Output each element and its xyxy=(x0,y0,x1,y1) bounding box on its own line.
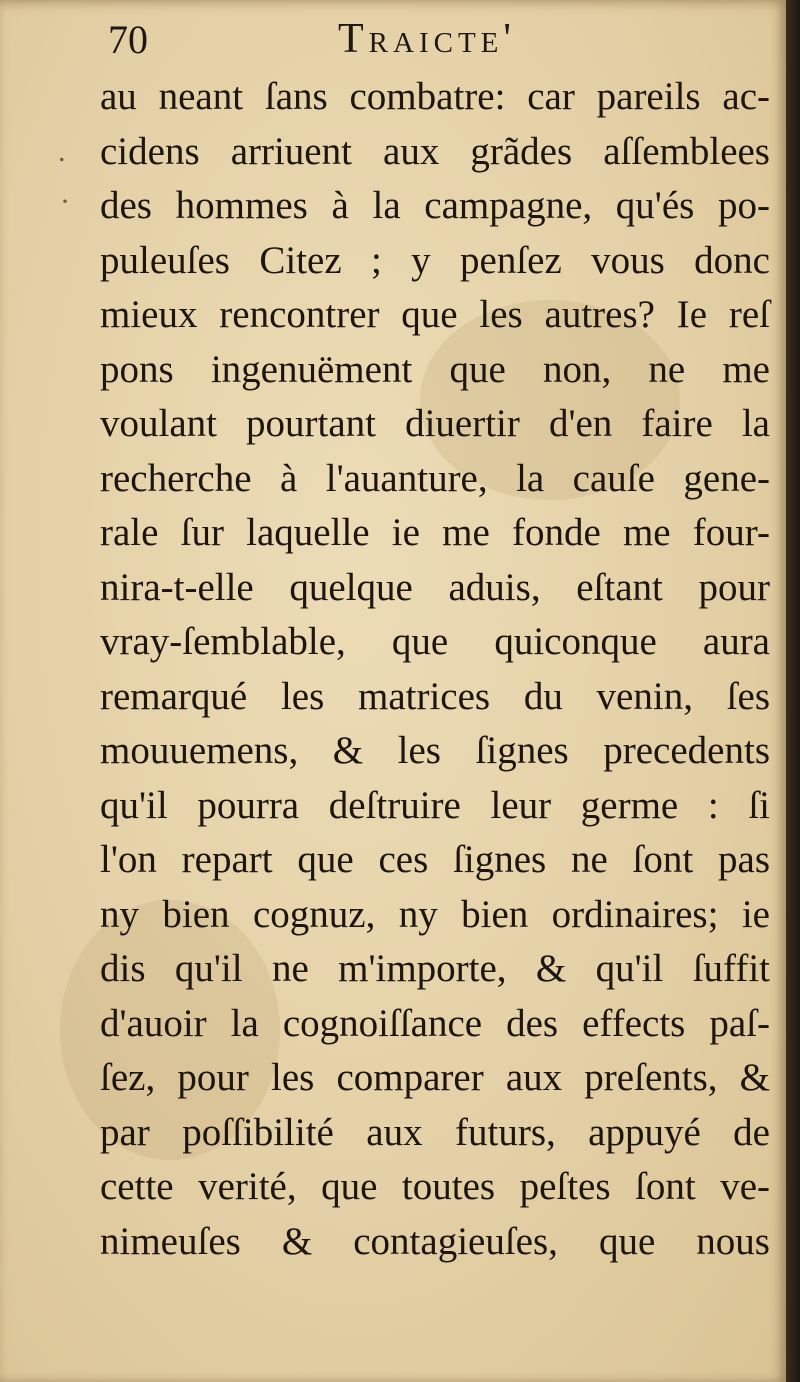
margin-mark: · xyxy=(60,185,70,218)
text-line: ſez, pour les comparer aux preſents, & xyxy=(100,1056,770,1099)
page-number: 70 xyxy=(108,17,148,62)
text-line: par poſſibilité aux futurs, appuyé de xyxy=(100,1110,770,1154)
running-title: Traicte' xyxy=(338,16,516,62)
text-line: vray-ſemblable, que quiconque aura xyxy=(100,620,770,663)
body-text xyxy=(100,70,770,1269)
text-line: nimeuſes & contagieuſes, que nous xyxy=(100,1219,770,1263)
text-line: rale ſur laquelle ie me fonde me four- xyxy=(100,511,770,554)
text-line: mieux rencontrer que les autres? Ie reſ xyxy=(100,293,770,336)
text-line: dis qu'il ne m'importe, & qu'il ſuffit xyxy=(100,947,770,990)
text-line: recherche à l'auanture, la cauſe gene- xyxy=(100,456,770,500)
text-line: cette verité, que toutes peſtes ſont ve- xyxy=(100,1165,770,1208)
page-header xyxy=(108,8,768,78)
text-line: remarqué les matrices du venin, ſes xyxy=(100,674,770,718)
text-line: d'auoir la cognoiſſance des effects paſ- xyxy=(100,1001,770,1045)
text-line: au neant ſans combatre: car pareils ac- xyxy=(100,75,770,118)
margin-mark: . xyxy=(58,135,66,168)
text-line: cidens arriuent aux grãdes aſſemblees xyxy=(100,129,770,173)
book-gutter-edge xyxy=(786,0,800,1382)
text-line: puleuſes Citez ; y penſez vous donc xyxy=(100,238,770,282)
text-line: qu'il pourra deſtruire leur germe : ſi xyxy=(100,783,770,827)
text-line: pons ingenuëment que non, ne me xyxy=(100,347,770,391)
text-line: des hommes à la campagne, qu'és po- xyxy=(100,184,770,227)
text-line: ny bien cognuz, ny bien ordinaires; ie xyxy=(100,892,770,936)
text-line: l'on repart que ces ſignes ne ſont pas xyxy=(100,838,770,881)
text-line: nira-t-elle quelque aduis, eſtant pour xyxy=(100,565,770,609)
text-line: voulant pourtant diuertir d'en faire la xyxy=(100,402,770,445)
text-line: mouuemens, & les ſignes precedents xyxy=(100,729,770,772)
